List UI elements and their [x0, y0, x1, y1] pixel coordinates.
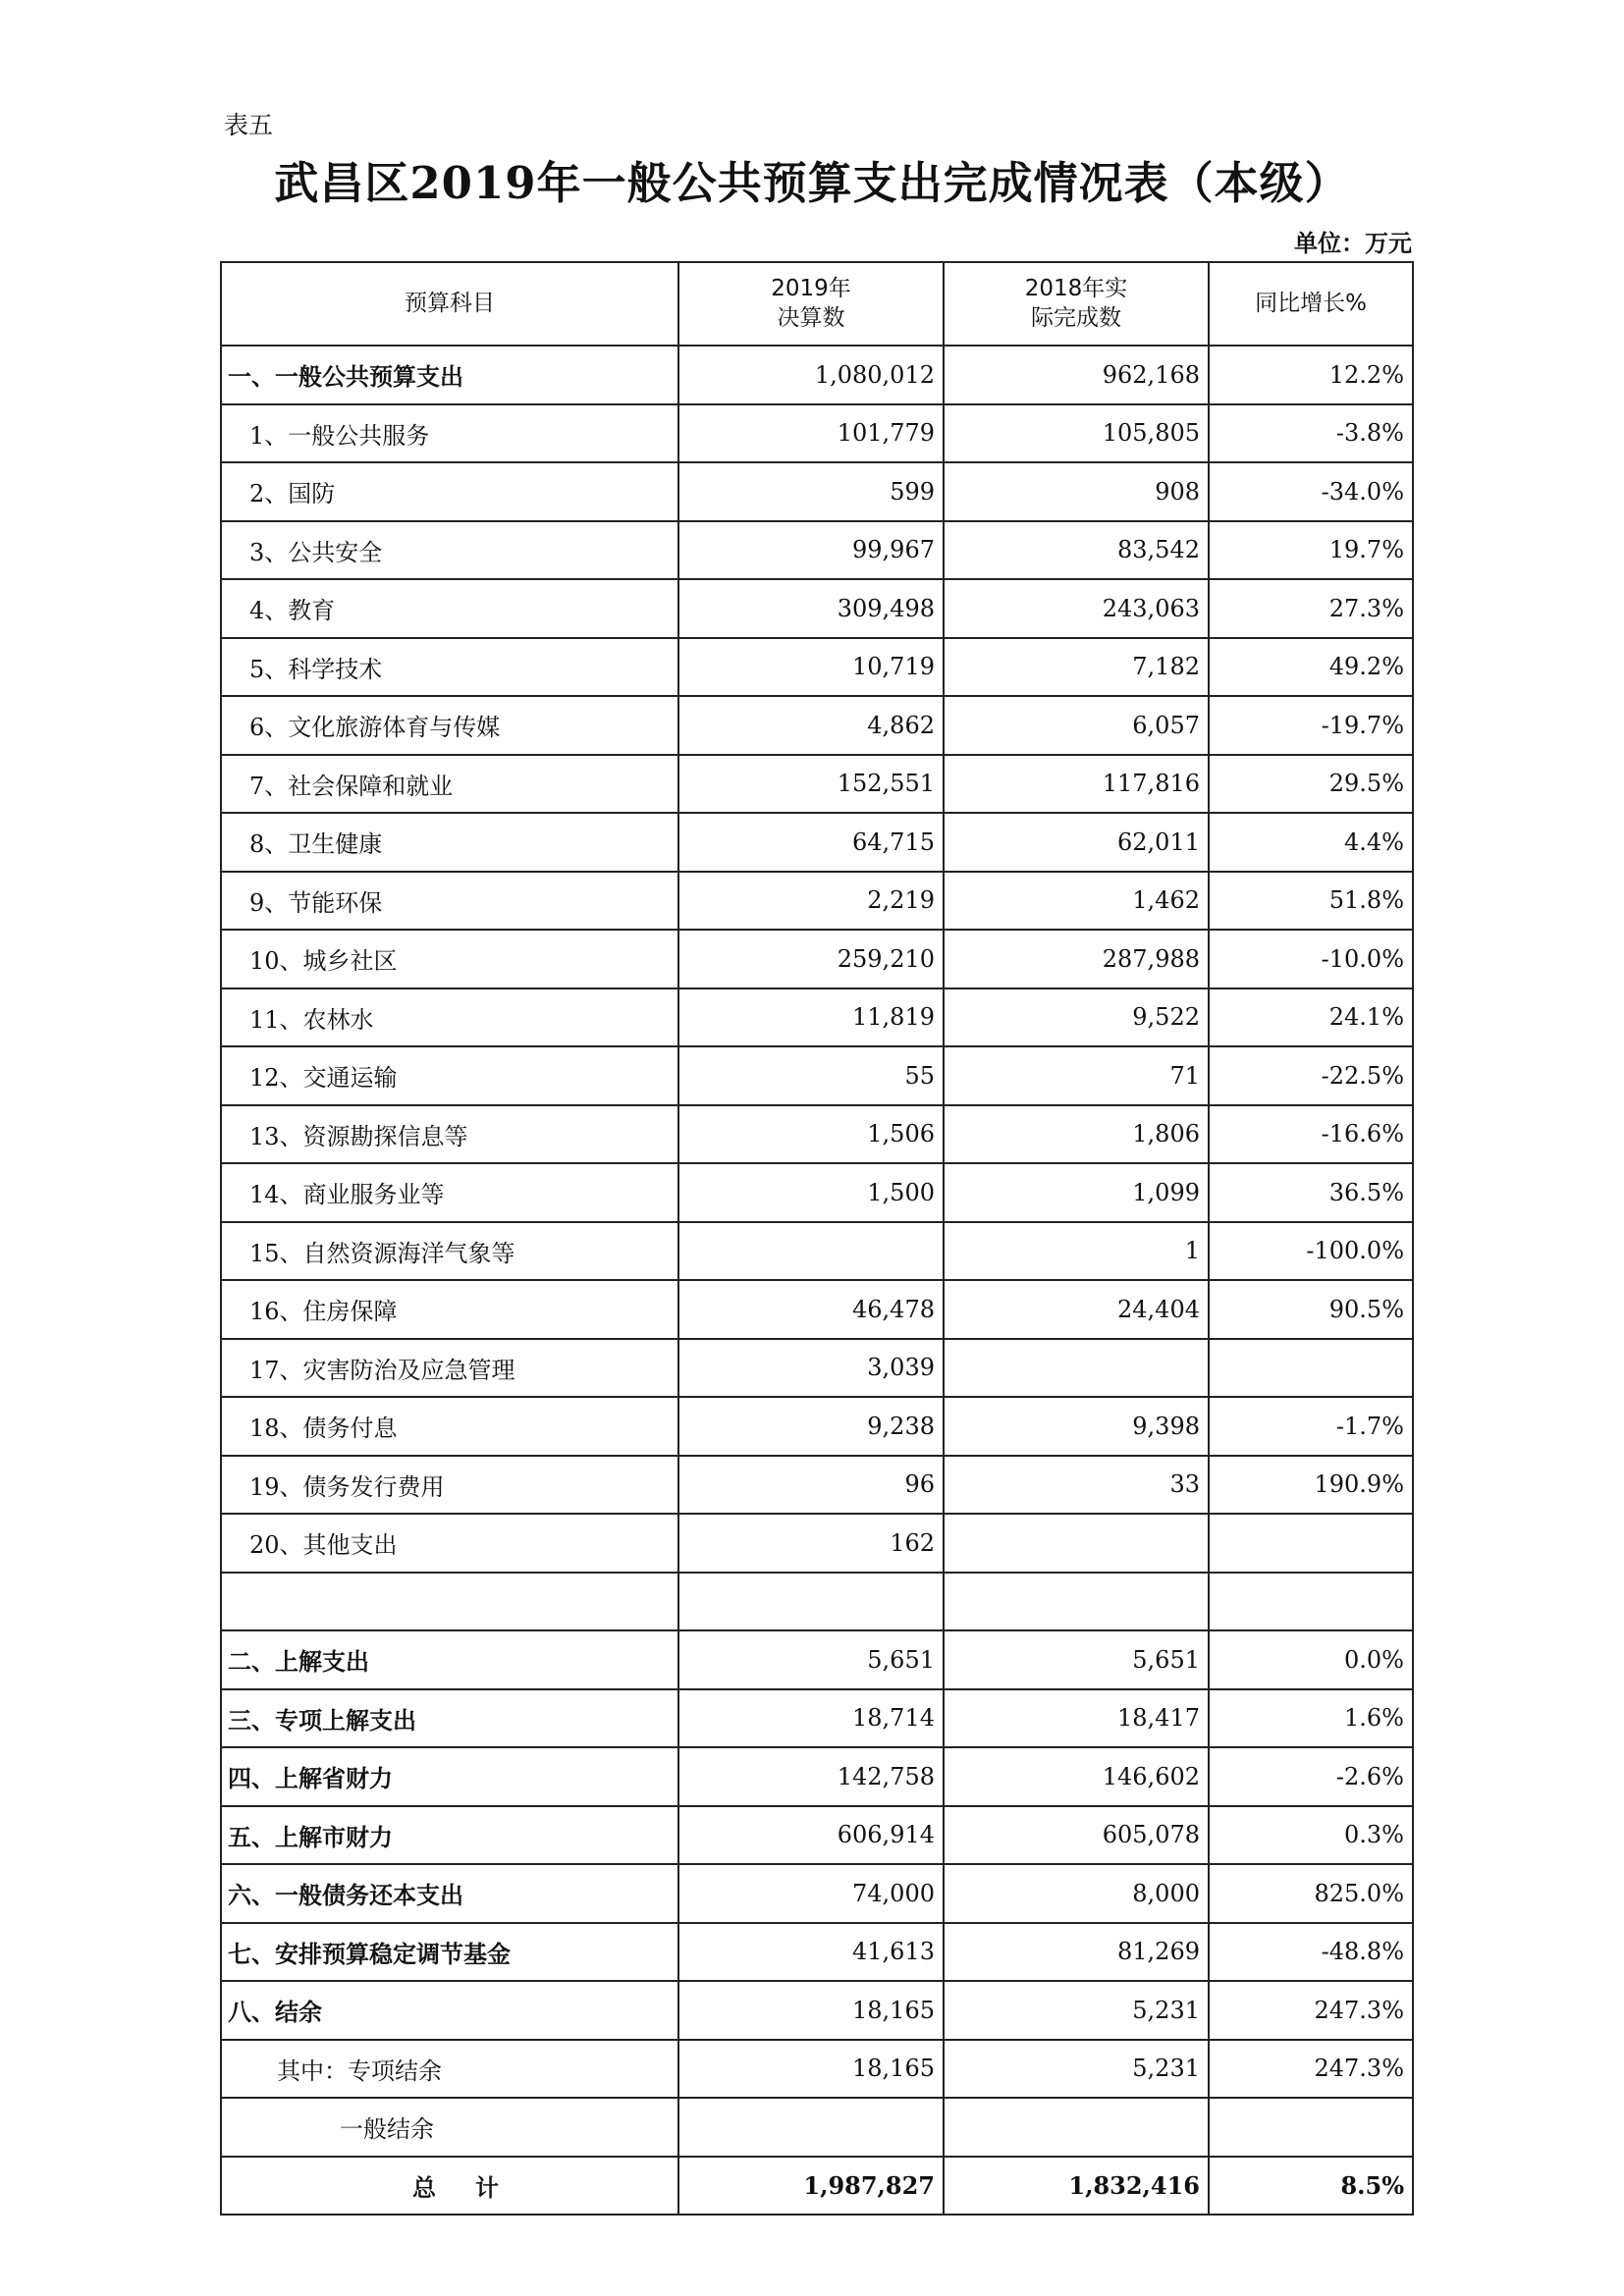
row-2018-value: 1: [944, 1222, 1209, 1281]
row-2019-value: 11,819: [678, 988, 944, 1047]
header-subject: 预算科目: [221, 262, 678, 346]
table-row: [221, 930, 1413, 988]
header-growth: 同比增长%: [1209, 262, 1413, 346]
row-2019-value: 5,651: [678, 1630, 944, 1689]
row-growth-value: 0.3%: [1209, 1806, 1413, 1865]
row-subject: 其中：专项结余: [221, 2040, 678, 2099]
row-growth-value: 19.7%: [1209, 521, 1413, 580]
table-row: [221, 1105, 1413, 1164]
table-row: [221, 872, 1413, 931]
row-subject: 二、上解支出: [221, 1630, 678, 1689]
row-subject: [221, 1573, 678, 1631]
row-2018-value: 1,806: [944, 1105, 1209, 1164]
header-2018-line1: 2018年实: [1024, 275, 1128, 301]
row-2019-value: [678, 1222, 944, 1281]
row-2018-value: 908: [944, 462, 1209, 521]
row-subject: 6、文化旅游体育与传媒: [221, 696, 678, 755]
row-2019-value: 101,779: [678, 404, 944, 463]
row-growth-value: 24.1%: [1209, 988, 1413, 1047]
row-2018-value: 71: [944, 1046, 1209, 1105]
row-2018-value: 81,269: [944, 1923, 1209, 1982]
row-subject: 3、公共安全: [221, 521, 678, 580]
table-body: [221, 346, 1413, 2157]
table-row: [221, 2040, 1413, 2099]
row-subject: 4、教育: [221, 579, 678, 638]
row-growth-value: 0.0%: [1209, 1630, 1413, 1689]
table-row: [221, 755, 1413, 814]
table-row: [221, 638, 1413, 697]
row-subject: 13、资源勘探信息等: [221, 1105, 678, 1164]
row-growth-value: [1209, 1573, 1413, 1631]
row-subject: 五、上解市财力: [221, 1806, 678, 1865]
row-subject: 17、灾害防治及应急管理: [221, 1339, 678, 1398]
row-2019-value: 1,500: [678, 1163, 944, 1222]
row-2019-value: 64,715: [678, 813, 944, 872]
table-row: [221, 521, 1413, 580]
table-row: [221, 1456, 1413, 1515]
row-growth-value: -48.8%: [1209, 1923, 1413, 1982]
row-2018-value: 1,462: [944, 872, 1209, 931]
header-2019-line1: 2019年: [771, 275, 851, 301]
row-2019-value: 74,000: [678, 1864, 944, 1923]
row-2019-value: 18,165: [678, 1981, 944, 2040]
total-2018: 1,832,416: [944, 2157, 1209, 2216]
row-growth-value: 247.3%: [1209, 1981, 1413, 2040]
row-subject: 11、农林水: [221, 988, 678, 1047]
row-subject: 19、债务发行费用: [221, 1456, 678, 1515]
row-2018-value: 33: [944, 1456, 1209, 1515]
row-growth-value: [1209, 1339, 1413, 1398]
row-subject: 7、社会保障和就业: [221, 755, 678, 814]
table-row: [221, 346, 1413, 404]
row-growth-value: 36.5%: [1209, 1163, 1413, 1222]
row-2019-value: 309,498: [678, 579, 944, 638]
table-row: [221, 579, 1413, 638]
table-row: [221, 1923, 1413, 1982]
page-title: 武昌区2019年一般公共预算支出完成情况表（本级）: [274, 157, 1350, 209]
row-2019-value: 2,219: [678, 872, 944, 931]
row-2019-value: 162: [678, 1514, 944, 1573]
row-growth-value: -100.0%: [1209, 1222, 1413, 1281]
row-growth-value: 4.4%: [1209, 813, 1413, 872]
table-header-row: [221, 262, 1413, 346]
table-row: [221, 1514, 1413, 1573]
row-growth-value: 1.6%: [1209, 1689, 1413, 1748]
header-2019-line2: 决算数: [777, 304, 845, 331]
row-growth-value: 247.3%: [1209, 2040, 1413, 2099]
row-2019-value: 9,238: [678, 1397, 944, 1456]
row-2018-value: 24,404: [944, 1280, 1209, 1339]
row-subject: 2、国防: [221, 462, 678, 521]
row-2019-value: 96: [678, 1456, 944, 1515]
table-row: [221, 696, 1413, 755]
row-2018-value: 1,099: [944, 1163, 1209, 1222]
table-row: [221, 1981, 1413, 2040]
row-growth-value: 190.9%: [1209, 1456, 1413, 1515]
row-subject: 12、交通运输: [221, 1046, 678, 1105]
row-2018-value: [944, 1573, 1209, 1631]
row-2018-value: 62,011: [944, 813, 1209, 872]
row-2019-value: 142,758: [678, 1747, 944, 1806]
table-row: [221, 1280, 1413, 1339]
row-subject: 一、一般公共预算支出: [221, 346, 678, 404]
row-subject: 四、上解省财力: [221, 1747, 678, 1806]
row-2019-value: 259,210: [678, 930, 944, 988]
row-growth-value: 90.5%: [1209, 1280, 1413, 1339]
row-2019-value: 41,613: [678, 1923, 944, 1982]
total-row: [221, 2157, 1413, 2216]
row-growth-value: 49.2%: [1209, 638, 1413, 697]
row-subject: 1、一般公共服务: [221, 404, 678, 463]
table-row: [221, 2098, 1413, 2157]
row-2018-value: 18,417: [944, 1689, 1209, 1748]
table-row: [221, 1747, 1413, 1806]
row-2018-value: 962,168: [944, 346, 1209, 404]
row-growth-value: -19.7%: [1209, 696, 1413, 755]
row-2018-value: 146,602: [944, 1747, 1209, 1806]
row-2019-value: 152,551: [678, 755, 944, 814]
table-row: [221, 1864, 1413, 1923]
table-row: [221, 462, 1413, 521]
row-growth-value: -16.6%: [1209, 1105, 1413, 1164]
row-2019-value: 3,039: [678, 1339, 944, 1398]
table-number-label: 表五: [224, 111, 274, 139]
header-2019: [678, 262, 944, 346]
table-row: [221, 813, 1413, 872]
row-2018-value: 105,805: [944, 404, 1209, 463]
row-2018-value: 5,231: [944, 1981, 1209, 2040]
row-subject: 六、一般债务还本支出: [221, 1864, 678, 1923]
table-row: [221, 1573, 1413, 1631]
row-2019-value: 1,506: [678, 1105, 944, 1164]
row-growth-value: [1209, 2098, 1413, 2157]
row-subject: 一般结余: [221, 2098, 678, 2157]
row-growth-value: 27.3%: [1209, 579, 1413, 638]
row-growth-value: -3.8%: [1209, 404, 1413, 463]
row-growth-value: -34.0%: [1209, 462, 1413, 521]
total-label: 总计: [221, 2157, 678, 2216]
table-row: [221, 1689, 1413, 1748]
row-2018-value: 6,057: [944, 696, 1209, 755]
header-2018-line2: 际完成数: [1031, 304, 1121, 331]
row-2018-value: 243,063: [944, 579, 1209, 638]
row-growth-value: -2.6%: [1209, 1747, 1413, 1806]
row-2018-value: 605,078: [944, 1806, 1209, 1865]
table-row: [221, 404, 1413, 463]
row-subject: 14、商业服务业等: [221, 1163, 678, 1222]
row-2019-value: [678, 2098, 944, 2157]
row-2018-value: 9,522: [944, 988, 1209, 1047]
row-growth-value: 29.5%: [1209, 755, 1413, 814]
row-2018-value: 7,182: [944, 638, 1209, 697]
row-2019-value: 4,862: [678, 696, 944, 755]
row-2019-value: 18,165: [678, 2040, 944, 2099]
row-2018-value: 117,816: [944, 755, 1209, 814]
unit-label: 单位：万元: [1294, 229, 1412, 257]
row-2019-value: 18,714: [678, 1689, 944, 1748]
row-2018-value: 5,231: [944, 2040, 1209, 2099]
row-subject: 20、其他支出: [221, 1514, 678, 1573]
row-2018-value: [944, 1339, 1209, 1398]
table-row: [221, 1339, 1413, 1398]
row-2019-value: [678, 1573, 944, 1631]
row-growth-value: -10.0%: [1209, 930, 1413, 988]
row-growth-value: [1209, 1514, 1413, 1573]
row-subject: 5、科学技术: [221, 638, 678, 697]
row-2018-value: [944, 1514, 1209, 1573]
row-2018-value: 5,651: [944, 1630, 1209, 1689]
table-row: [221, 1806, 1413, 1865]
row-2018-value: 287,988: [944, 930, 1209, 988]
row-growth-value: -1.7%: [1209, 1397, 1413, 1456]
row-growth-value: 51.8%: [1209, 872, 1413, 931]
row-2019-value: 1,080,012: [678, 346, 944, 404]
table-row: [221, 1222, 1413, 1281]
total-growth: 8.5%: [1209, 2157, 1413, 2216]
row-subject: 18、债务付息: [221, 1397, 678, 1456]
total-2019: 1,987,827: [678, 2157, 944, 2216]
row-growth-value: -22.5%: [1209, 1046, 1413, 1105]
row-subject: 10、城乡社区: [221, 930, 678, 988]
row-2018-value: 9,398: [944, 1397, 1209, 1456]
row-subject: 七、安排预算稳定调节基金: [221, 1923, 678, 1982]
table-row: [221, 1163, 1413, 1222]
row-2019-value: 10,719: [678, 638, 944, 697]
row-subject: 8、卫生健康: [221, 813, 678, 872]
row-2018-value: 83,542: [944, 521, 1209, 580]
row-2019-value: 606,914: [678, 1806, 944, 1865]
row-growth-value: 825.0%: [1209, 1864, 1413, 1923]
budget-expenditure-table: [220, 261, 1414, 2216]
table-row: [221, 1046, 1413, 1105]
row-2019-value: 55: [678, 1046, 944, 1105]
row-2018-value: [944, 2098, 1209, 2157]
row-subject: 八、结余: [221, 1981, 678, 2040]
table-row: [221, 1397, 1413, 1456]
table-row: [221, 1630, 1413, 1689]
header-2018: [944, 262, 1209, 346]
row-subject: 16、住房保障: [221, 1280, 678, 1339]
row-2019-value: 599: [678, 462, 944, 521]
row-2019-value: 46,478: [678, 1280, 944, 1339]
row-growth-value: 12.2%: [1209, 346, 1413, 404]
row-2019-value: 99,967: [678, 521, 944, 580]
row-2018-value: 8,000: [944, 1864, 1209, 1923]
row-subject: 三、专项上解支出: [221, 1689, 678, 1748]
table-row: [221, 988, 1413, 1047]
row-subject: 15、自然资源海洋气象等: [221, 1222, 678, 1281]
row-subject: 9、节能环保: [221, 872, 678, 931]
